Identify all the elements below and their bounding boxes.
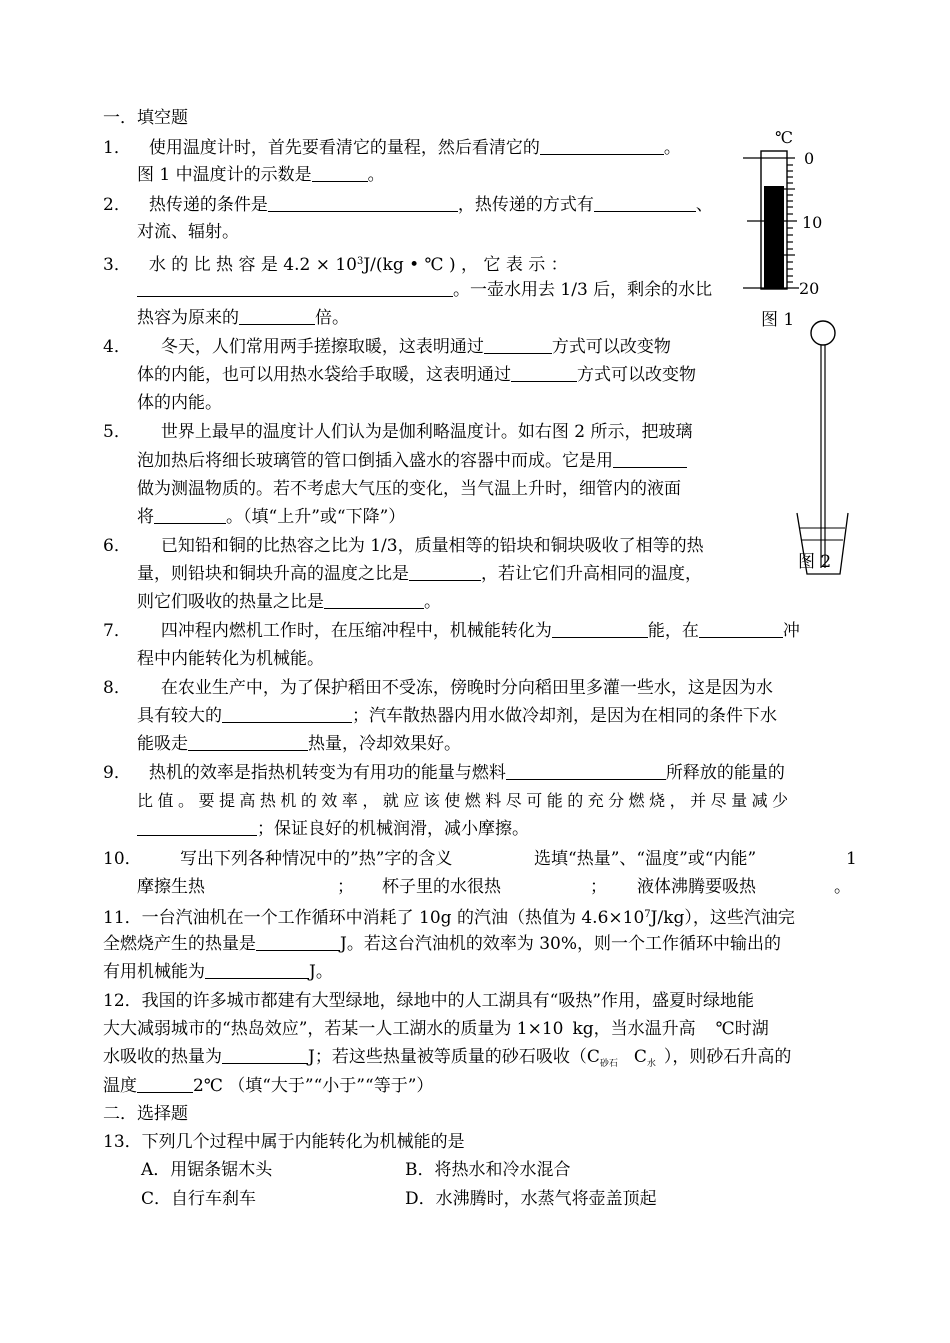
question-2-line-2: 对流、辐射。: [137, 222, 239, 242]
answer-blank[interactable]: [511, 365, 577, 382]
question-1-line-2: 图 1 中温度计的示数是 。: [137, 165, 385, 185]
question-10-stem: 写出下列各种情况中的”热”字的含义: [180, 849, 453, 869]
glass-bulb: [811, 321, 835, 345]
answer-blank[interactable]: [324, 592, 424, 609]
question-4-line-3: 体的内能。: [137, 393, 222, 413]
question-3-line-2: 。一壶水用去 1/3 后，剩余的水比: [137, 279, 712, 301]
thermometer-tick-20: 20: [799, 279, 820, 298]
question-12-line-4: 温度 2℃ （填“大于”“小于”“等于”）: [103, 1076, 434, 1096]
question-2-line-1: 2． 热传递的条件是 ，热传递的方式有 、: [103, 195, 713, 215]
answer-blank[interactable]: [137, 819, 257, 836]
figure-1-thermometer: [735, 122, 830, 332]
question-number: 4．: [103, 337, 131, 357]
question-4-line-1: 4． 冬天，人们常用两手搓擦取暖，这表明通过 方式可以改变物: [103, 337, 671, 357]
question-12-line-1: 12．我国的许多城市都建有大型绿地，绿地中的人工湖具有“吸热”作用，盛夏时绿地能: [103, 991, 755, 1011]
separator: ；: [590, 877, 607, 897]
question-12-line-3: 水吸收的热量为 J；若这些热量被等质量的砂石吸收（$C_{砂石}$ $C_水$ ），则砂石升高的: [103, 1047, 792, 1069]
question-number: 5．: [103, 422, 131, 442]
question-9-line-2: 比 值 。 要 提 高 热 机 的 效 率 ， 就 应 该 使 燃 料 尽 可 能 的 充 分 燃 烧 ， 并 尽 量 减 少: [137, 791, 788, 810]
question-3-line-3: 热容为原来的 倍。: [137, 308, 349, 328]
question-4-line-2: 体的内能，也可以用热水袋给手取暖，这表明通过 方式可以改变物: [137, 365, 696, 385]
question-3-line-1: 3． 水 的 比 热 容 是 $4.2 \times 10^3J/(kg$ • ℃ ) ， 它 表 示 ：: [103, 255, 568, 275]
option-c[interactable]: C．自行车刹车: [141, 1189, 257, 1209]
answer-blank[interactable]: [699, 621, 783, 638]
answer-blank[interactable]: [239, 308, 315, 325]
question-9-line-1: 9． 热机的效率是指热机转变为有用功的能量与燃料 所释放的能量的: [103, 763, 785, 783]
question-8-line-1: 8． 在农业生产中，为了保护稻田不受冻，傍晚时分向稻田里多灌一些水，这是因为水: [103, 678, 773, 698]
figure-2-galileo-thermometer: [792, 316, 852, 578]
question-7-line-2: 程中内能转化为机械能。: [137, 649, 324, 669]
question-10-hint: 选填“热量”、“温度”或“内能”: [534, 849, 757, 869]
question-5-line-2: 泡加热后将细长玻璃管的管口倒插入盛水的容器中而成。它是用: [137, 450, 687, 472]
answer-blank[interactable]: [256, 934, 340, 951]
question-1-line-1: 1． 使用温度计时，首先要看清它的量程，然后看清它的 。: [103, 138, 681, 158]
option-a[interactable]: A．用锯条锯木头: [141, 1160, 273, 1180]
answer-blank[interactable]: [484, 337, 552, 354]
question-10-item-3: 液体沸腾要吸热: [637, 877, 756, 897]
answer-blank[interactable]: [154, 507, 226, 524]
option-d[interactable]: D．水沸腾时，水蒸气将壶盖顶起: [405, 1189, 657, 1209]
question-number: 1．: [103, 138, 131, 158]
question-8-line-3: 能吸走 热量，冷却效果好。: [137, 734, 461, 754]
option-b[interactable]: B．将热水和冷水混合: [405, 1160, 571, 1180]
question-11-line-2: 全燃烧产生的热量是 J。若这台汽油机的效率为 30%，则一个工作循环中输出的: [103, 934, 782, 954]
question-10-item-2: 杯子里的水很热: [382, 877, 501, 897]
answer-blank[interactable]: [613, 451, 687, 468]
answer-blank[interactable]: [222, 706, 352, 723]
answer-blank[interactable]: [312, 165, 368, 182]
question-number: 9．: [103, 763, 131, 783]
thermometer-unit-label: ℃: [775, 128, 793, 147]
question-10-number: 10．: [103, 849, 142, 869]
answer-blank[interactable]: [268, 195, 458, 212]
answer-blank[interactable]: [188, 734, 308, 751]
answer-blank[interactable]: [205, 962, 309, 979]
answer-blank[interactable]: [137, 1076, 193, 1093]
answer-blank[interactable]: [222, 1047, 308, 1064]
question-10-fragment: 1: [846, 849, 857, 869]
question-6-line-3: 则它们吸收的热量之比是 。: [137, 592, 441, 612]
question-5-line-3: 做为测温物质的。若不考虑大气压的变化，当气温上升时，细管内的液面: [137, 479, 681, 499]
question-6-line-1: 6． 已知铅和铜的比热容之比为 1/3，质量相等的铅块和铜块吸收了相等的热: [103, 536, 704, 556]
question-7-line-1: 7． 四冲程内燃机工作时，在压缩冲程中，机械能转化为 能，在 冲: [103, 621, 800, 641]
figure-2-caption: 图 2: [798, 552, 832, 572]
thermometer-liquid-column: [764, 186, 784, 289]
answer-blank[interactable]: [594, 195, 696, 212]
question-number: 7．: [103, 621, 131, 641]
question-11-line-1: 11．一台汽油机在一个工作循环中消耗了 10g 的汽油（热值为 $4.6\times 10^7J/kg$），这些汽油完: [103, 908, 795, 928]
figure-1-caption: 图 1: [761, 310, 795, 330]
thermometer-tick-0: 0: [804, 149, 815, 168]
question-8-line-2: 具有较大的 ；汽车散热器内用水做冷却剂，是因为在相同的条件下水: [137, 706, 777, 726]
answer-blank[interactable]: [409, 564, 481, 581]
question-9-line-3: ；保证良好的机械润滑，减小摩擦。: [137, 818, 529, 840]
question-number: 6．: [103, 536, 131, 556]
question-5-line-4: 将 。（填“上升”或“下降”）: [137, 507, 406, 527]
question-number: 3．: [103, 255, 131, 275]
section-fill-in-title: 一．填空题: [103, 108, 188, 128]
thermometer-tick-10: 10: [802, 213, 823, 232]
separator: 。: [834, 877, 851, 897]
question-11-line-3: 有用机械能为 J。: [103, 962, 333, 982]
question-6-line-2: 量，则铅块和铜块升高的温度之比是 ，若让它们升高相同的温度，: [137, 564, 702, 584]
question-12-line-2: 大大减弱城市的“热岛效应”，若某一人工湖水的质量为 1×10 kg，当水温升高 ℃时湖: [103, 1019, 769, 1039]
answer-blank[interactable]: [137, 280, 453, 297]
section-choice-title: 二．选择题: [103, 1104, 188, 1124]
answer-blank[interactable]: [552, 621, 648, 638]
question-10-item-1: 摩擦生热: [137, 877, 205, 897]
question-13-stem: 13．下列几个过程中属于内能转化为机械能的是: [103, 1132, 465, 1152]
answer-blank[interactable]: [506, 763, 666, 780]
answer-blank[interactable]: [540, 138, 664, 155]
question-5-line-1: 5． 世界上最早的温度计人们认为是伽利略温度计。如右图 2 所示，把玻璃: [103, 422, 693, 442]
question-number: 8．: [103, 678, 131, 698]
separator: ；: [337, 877, 354, 897]
question-number: 2．: [103, 195, 131, 215]
